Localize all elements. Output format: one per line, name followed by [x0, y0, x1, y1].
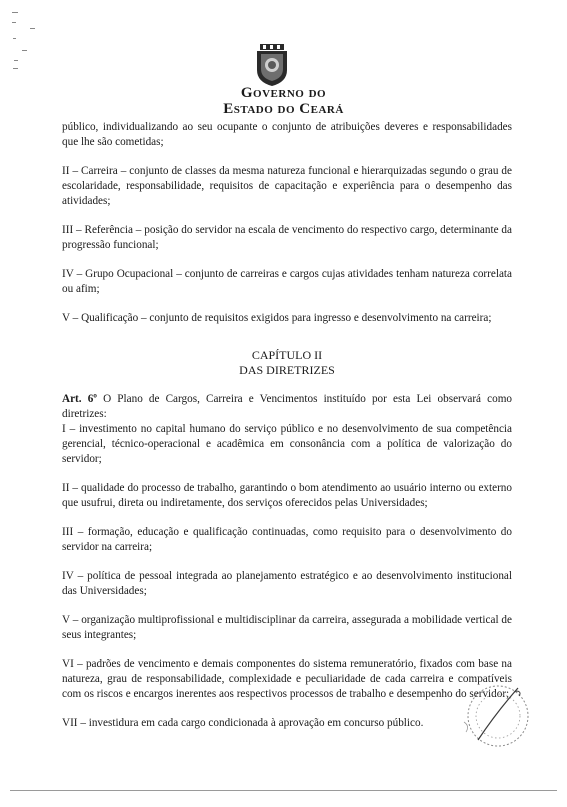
chapter-heading	[62, 348, 512, 378]
paragraph: III – formação, educação e qualificação continuadas, como requisito para o desenvolvimento do servidor na carreira;	[62, 526, 512, 553]
article-text: O Plano de Cargos, Carreira e Vencimentos instituído por esta Lei observará como diretrizes:	[62, 393, 512, 420]
paragraph: I – investimento no capital humano do serviço público e no desenvolvimento de sua competência gerencial, técnico-operacional e acadêmica em consonância com a política de valorização do servidor;	[62, 423, 512, 465]
paragraph: IV – Grupo Ocupacional – conjunto de carreiras e cargos cujas atividades tenham natureza correlata ou afim;	[62, 268, 512, 295]
state-coat-of-arms-icon	[254, 44, 290, 86]
paragraph: V – Qualificação – conjunto de requisitos exigidos para ingresso e desenvolvimento na carreira;	[62, 312, 492, 324]
scan-marks	[10, 8, 40, 78]
paragraph: II – qualidade do processo de trabalho, garantindo o bom atendimento ao usuário interno ou externo que usufrui, direta ou indiretamente, dos serviços oferecidos pelas Universidades;	[62, 482, 512, 509]
chapter-number: CAPÍTULO II	[251, 348, 323, 362]
chapter-title: DAS DIRETRIZES	[239, 363, 335, 377]
official-stamp-seal-icon	[456, 682, 538, 752]
document-body	[62, 120, 512, 745]
paragraph: VI – padrões de vencimento e demais componentes do sistema remuneratório, fixados com base na natureza, grau de responsabilidade, complexidade e peculiaridade de cada carreira e compatíveis com os riscos e encargos inerentes aos respectivos processos de trabalho e desempenho do servidor;	[62, 658, 512, 700]
paragraph: público, individualizando ao seu ocupante o conjunto de atribuições deveres e responsabilidades que lhe são cometidas;	[62, 121, 512, 148]
footer-rule	[10, 790, 557, 791]
paragraph: VII – investidura em cada cargo condicionada à aprovação em concurso público.	[62, 717, 424, 729]
header-estado: Estado do Ceará	[223, 101, 344, 117]
header-governo: Governo do	[240, 85, 327, 101]
paragraph: III – Referência – posição do servidor na escala de vencimento do respectivo cargo, determinante da progressão funcional;	[62, 224, 512, 251]
paragraph: V – organização multiprofissional e multidisciplinar da carreira, assegurada a mobilidade vertical de seus integrantes;	[62, 614, 512, 641]
article-paragraph	[62, 392, 512, 422]
paragraph: II – Carreira – conjunto de classes da mesma natureza funcional e hierarquizadas segundo o grau de escolaridade, responsabilidade, requisitos de capacitação e experiência para o desempenho das atividades;	[62, 165, 512, 207]
paragraph: IV – política de pessoal integrada ao planejamento estratégico e ao desenvolvimento institucional das Universidades;	[62, 570, 512, 597]
article-label: Art. 6º	[62, 393, 97, 405]
